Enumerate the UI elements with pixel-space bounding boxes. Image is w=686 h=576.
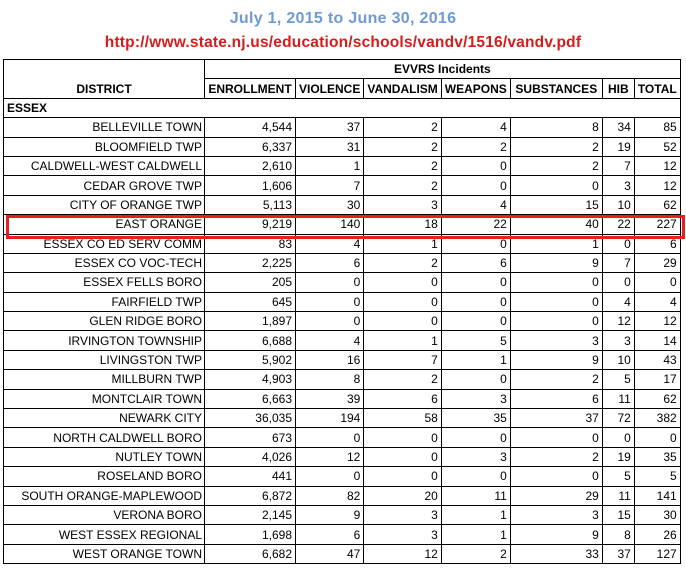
table-row bbox=[4, 331, 681, 350]
weapons-cell: 5 bbox=[441, 331, 510, 350]
district-cell: MONTCLAIR TOWN bbox=[4, 389, 205, 408]
hib-cell: 0 bbox=[602, 234, 634, 253]
hib-cell: 10 bbox=[602, 350, 634, 369]
column-header-hib: HIB bbox=[602, 79, 634, 98]
total-cell: 382 bbox=[634, 409, 680, 428]
district-cell: EAST ORANGE bbox=[4, 215, 205, 234]
weapons-cell: 0 bbox=[441, 273, 510, 292]
substances-cell: 0 bbox=[510, 467, 602, 486]
violence-cell: 8 bbox=[296, 370, 364, 389]
weapons-cell: 4 bbox=[441, 195, 510, 214]
enrollment-cell: 4,026 bbox=[205, 447, 296, 466]
group-header-evvrs: EVVRS Incidents bbox=[205, 60, 681, 79]
enrollment-cell: 6,663 bbox=[205, 389, 296, 408]
weapons-cell: 11 bbox=[441, 486, 510, 505]
district-cell: WEST ORANGE TOWN bbox=[4, 544, 205, 563]
weapons-cell: 0 bbox=[441, 370, 510, 389]
violence-cell: 31 bbox=[296, 137, 364, 156]
table-row bbox=[4, 273, 681, 292]
source-url: http://www.state.nj.us/education/schools/vandv/1516/vandv.pdf bbox=[104, 34, 582, 51]
district-cell: CALDWELL-WEST CALDWELL bbox=[4, 156, 205, 175]
substances-cell: 2 bbox=[510, 137, 602, 156]
column-header-enrollment: ENROLLMENT bbox=[205, 79, 296, 98]
hib-cell: 5 bbox=[602, 370, 634, 389]
hib-cell: 19 bbox=[602, 137, 634, 156]
enrollment-cell: 2,145 bbox=[205, 505, 296, 524]
substances-cell: 1 bbox=[510, 234, 602, 253]
district-cell: LIVINGSTON TWP bbox=[4, 350, 205, 369]
vandalism-cell: 18 bbox=[364, 215, 441, 234]
violence-cell: 82 bbox=[296, 486, 364, 505]
table-row bbox=[4, 428, 681, 447]
violence-cell: 30 bbox=[296, 195, 364, 214]
table-row bbox=[4, 195, 681, 214]
enrollment-cell: 2,610 bbox=[205, 156, 296, 175]
substances-cell: 15 bbox=[510, 195, 602, 214]
enrollment-cell: 4,903 bbox=[205, 370, 296, 389]
district-cell: CITY OF ORANGE TWP bbox=[4, 195, 205, 214]
weapons-cell: 0 bbox=[441, 234, 510, 253]
total-cell: 29 bbox=[634, 253, 680, 272]
district-cell: MILLBURN TWP bbox=[4, 370, 205, 389]
district-cell: WEST ESSEX REGIONAL bbox=[4, 525, 205, 544]
hib-cell: 5 bbox=[602, 467, 634, 486]
vandalism-cell: 2 bbox=[364, 253, 441, 272]
substances-cell: 2 bbox=[510, 370, 602, 389]
violence-cell: 7 bbox=[296, 176, 364, 195]
vandalism-cell: 0 bbox=[364, 273, 441, 292]
enrollment-cell: 9,219 bbox=[205, 215, 296, 234]
column-header-substances: SUBSTANCES bbox=[510, 79, 602, 98]
hib-cell: 15 bbox=[602, 505, 634, 524]
substances-cell: 8 bbox=[510, 118, 602, 137]
enrollment-cell: 1,698 bbox=[205, 525, 296, 544]
substances-cell: 37 bbox=[510, 409, 602, 428]
table-row bbox=[4, 234, 681, 253]
enrollment-cell: 83 bbox=[205, 234, 296, 253]
weapons-cell: 0 bbox=[441, 292, 510, 311]
column-header-weapons: WEAPONS bbox=[441, 79, 510, 98]
district-cell: ESSEX CO VOC-TECH bbox=[4, 253, 205, 272]
vandalism-cell: 12 bbox=[364, 544, 441, 563]
vandalism-cell: 0 bbox=[364, 428, 441, 447]
total-cell: 227 bbox=[634, 215, 680, 234]
vandalism-cell: 7 bbox=[364, 350, 441, 369]
substances-cell: 33 bbox=[510, 544, 602, 563]
weapons-cell: 2 bbox=[441, 137, 510, 156]
enrollment-cell: 645 bbox=[205, 292, 296, 311]
enrollment-cell: 6,688 bbox=[205, 331, 296, 350]
violence-cell: 0 bbox=[296, 467, 364, 486]
district-cell: FAIRFIELD TWP bbox=[4, 292, 205, 311]
vandalism-cell: 2 bbox=[364, 370, 441, 389]
substances-cell: 0 bbox=[510, 292, 602, 311]
vandalism-cell: 2 bbox=[364, 176, 441, 195]
table-row bbox=[4, 137, 681, 156]
table-row bbox=[4, 215, 681, 234]
hib-cell: 10 bbox=[602, 195, 634, 214]
substances-cell: 9 bbox=[510, 253, 602, 272]
hib-cell: 37 bbox=[602, 544, 634, 563]
total-cell: 141 bbox=[634, 486, 680, 505]
weapons-cell: 0 bbox=[441, 176, 510, 195]
enrollment-cell: 441 bbox=[205, 467, 296, 486]
column-header-total: TOTAL bbox=[634, 79, 680, 98]
substances-cell: 2 bbox=[510, 156, 602, 175]
weapons-cell: 35 bbox=[441, 409, 510, 428]
district-cell: VERONA BORO bbox=[4, 505, 205, 524]
substances-cell: 0 bbox=[510, 273, 602, 292]
table-row bbox=[4, 409, 681, 428]
district-cell: BELLEVILLE TOWN bbox=[4, 118, 205, 137]
weapons-cell: 0 bbox=[441, 428, 510, 447]
hib-cell: 4 bbox=[602, 292, 634, 311]
table-row bbox=[4, 370, 681, 389]
table-row bbox=[4, 525, 681, 544]
hib-cell: 22 bbox=[602, 215, 634, 234]
enrollment-cell: 205 bbox=[205, 273, 296, 292]
weapons-cell: 1 bbox=[441, 350, 510, 369]
table-row bbox=[4, 505, 681, 524]
vandalism-cell: 1 bbox=[364, 234, 441, 253]
violence-cell: 0 bbox=[296, 273, 364, 292]
substances-cell: 2 bbox=[510, 447, 602, 466]
district-cell: NEWARK CITY bbox=[4, 409, 205, 428]
total-cell: 12 bbox=[634, 156, 680, 175]
total-cell: 43 bbox=[634, 350, 680, 369]
vandalism-cell: 0 bbox=[364, 467, 441, 486]
table-row bbox=[4, 447, 681, 466]
hib-cell: 11 bbox=[602, 486, 634, 505]
total-cell: 26 bbox=[634, 525, 680, 544]
substances-cell: 29 bbox=[510, 486, 602, 505]
table-row bbox=[4, 292, 681, 311]
substances-cell: 9 bbox=[510, 350, 602, 369]
hib-cell: 0 bbox=[602, 273, 634, 292]
weapons-cell: 3 bbox=[441, 447, 510, 466]
weapons-cell: 4 bbox=[441, 118, 510, 137]
total-cell: 52 bbox=[634, 137, 680, 156]
hib-cell: 12 bbox=[602, 312, 634, 331]
violence-cell: 4 bbox=[296, 234, 364, 253]
substances-cell: 3 bbox=[510, 331, 602, 350]
table-row bbox=[4, 350, 681, 369]
hib-cell: 7 bbox=[602, 253, 634, 272]
substances-cell: 40 bbox=[510, 215, 602, 234]
total-cell: 62 bbox=[634, 195, 680, 214]
enrollment-cell: 1,897 bbox=[205, 312, 296, 331]
violence-cell: 39 bbox=[296, 389, 364, 408]
violence-cell: 47 bbox=[296, 544, 364, 563]
substances-cell: 0 bbox=[510, 176, 602, 195]
weapons-cell: 1 bbox=[441, 525, 510, 544]
enrollment-cell: 5,902 bbox=[205, 350, 296, 369]
hib-cell: 72 bbox=[602, 409, 634, 428]
vandalism-cell: 3 bbox=[364, 195, 441, 214]
hib-cell: 11 bbox=[602, 389, 634, 408]
hib-cell: 19 bbox=[602, 447, 634, 466]
district-cell: NORTH CALDWELL BORO bbox=[4, 428, 205, 447]
enrollment-cell: 36,035 bbox=[205, 409, 296, 428]
total-cell: 30 bbox=[634, 505, 680, 524]
hib-cell: 7 bbox=[602, 156, 634, 175]
table-row bbox=[4, 176, 681, 195]
total-cell: 12 bbox=[634, 176, 680, 195]
weapons-cell: 3 bbox=[441, 389, 510, 408]
district-cell: SOUTH ORANGE-MAPLEWOOD bbox=[4, 486, 205, 505]
hib-cell: 8 bbox=[602, 525, 634, 544]
substances-cell: 9 bbox=[510, 525, 602, 544]
district-cell: IRVINGTON TOWNSHIP bbox=[4, 331, 205, 350]
violence-cell: 37 bbox=[296, 118, 364, 137]
weapons-cell: 1 bbox=[441, 505, 510, 524]
evvrs-incidents-table bbox=[3, 59, 681, 564]
total-cell: 17 bbox=[634, 370, 680, 389]
table-row bbox=[4, 253, 681, 272]
hib-cell: 3 bbox=[602, 176, 634, 195]
weapons-cell: 0 bbox=[441, 467, 510, 486]
section-row bbox=[4, 98, 681, 117]
vandalism-cell: 2 bbox=[364, 137, 441, 156]
total-cell: 35 bbox=[634, 447, 680, 466]
weapons-cell: 0 bbox=[441, 312, 510, 331]
district-cell: ESSEX FELLS BORO bbox=[4, 273, 205, 292]
table-row bbox=[4, 544, 681, 563]
enrollment-cell: 6,872 bbox=[205, 486, 296, 505]
enrollment-cell: 2,225 bbox=[205, 253, 296, 272]
vandalism-cell: 6 bbox=[364, 389, 441, 408]
table-row bbox=[4, 389, 681, 408]
total-cell: 12 bbox=[634, 312, 680, 331]
table-row bbox=[4, 486, 681, 505]
enrollment-cell: 1,606 bbox=[205, 176, 296, 195]
substances-cell: 6 bbox=[510, 389, 602, 408]
district-cell: CEDAR GROVE TWP bbox=[4, 176, 205, 195]
total-cell: 0 bbox=[634, 273, 680, 292]
enrollment-cell: 5,113 bbox=[205, 195, 296, 214]
table-row bbox=[4, 118, 681, 137]
table-row bbox=[4, 156, 681, 175]
table-body bbox=[4, 98, 681, 563]
total-cell: 62 bbox=[634, 389, 680, 408]
table-row bbox=[4, 312, 681, 331]
total-cell: 85 bbox=[634, 118, 680, 137]
violence-cell: 1 bbox=[296, 156, 364, 175]
vandalism-cell: 0 bbox=[364, 312, 441, 331]
vandalism-cell: 3 bbox=[364, 525, 441, 544]
violence-cell: 140 bbox=[296, 215, 364, 234]
column-header-district: DISTRICT bbox=[4, 60, 205, 99]
violence-cell: 4 bbox=[296, 331, 364, 350]
total-cell: 127 bbox=[634, 544, 680, 563]
header-row-group bbox=[4, 60, 681, 79]
enrollment-cell: 4,544 bbox=[205, 118, 296, 137]
hib-cell: 0 bbox=[602, 428, 634, 447]
substances-cell: 3 bbox=[510, 505, 602, 524]
weapons-cell: 0 bbox=[441, 156, 510, 175]
violence-cell: 9 bbox=[296, 505, 364, 524]
district-cell: BLOOMFIELD TWP bbox=[4, 137, 205, 156]
total-cell: 5 bbox=[634, 467, 680, 486]
enrollment-cell: 673 bbox=[205, 428, 296, 447]
enrollment-cell: 6,337 bbox=[205, 137, 296, 156]
violence-cell: 0 bbox=[296, 428, 364, 447]
violence-cell: 6 bbox=[296, 253, 364, 272]
table-row bbox=[4, 467, 681, 486]
vandalism-cell: 2 bbox=[364, 118, 441, 137]
vandalism-cell: 0 bbox=[364, 447, 441, 466]
column-header-vandalism: VANDALISM bbox=[364, 79, 441, 98]
district-cell: NUTLEY TOWN bbox=[4, 447, 205, 466]
hib-cell: 3 bbox=[602, 331, 634, 350]
weapons-cell: 22 bbox=[441, 215, 510, 234]
district-cell: ROSELAND BORO bbox=[4, 467, 205, 486]
weapons-cell: 2 bbox=[441, 544, 510, 563]
vandalism-cell: 1 bbox=[364, 331, 441, 350]
date-range-title: July 1, 2015 to June 30, 2016 bbox=[229, 10, 457, 27]
violence-cell: 12 bbox=[296, 447, 364, 466]
vandalism-cell: 20 bbox=[364, 486, 441, 505]
vandalism-cell: 2 bbox=[364, 156, 441, 175]
total-cell: 0 bbox=[634, 428, 680, 447]
violence-cell: 194 bbox=[296, 409, 364, 428]
violence-cell: 0 bbox=[296, 312, 364, 331]
violence-cell: 16 bbox=[296, 350, 364, 369]
vandalism-cell: 0 bbox=[364, 292, 441, 311]
total-cell: 14 bbox=[634, 331, 680, 350]
vandalism-cell: 58 bbox=[364, 409, 441, 428]
district-cell: GLEN RIDGE BORO bbox=[4, 312, 205, 331]
column-header-violence: VIOLENCE bbox=[296, 79, 364, 98]
total-cell: 6 bbox=[634, 234, 680, 253]
section-label-essex: ESSEX bbox=[4, 98, 681, 117]
substances-cell: 0 bbox=[510, 428, 602, 447]
violence-cell: 6 bbox=[296, 525, 364, 544]
vandalism-cell: 3 bbox=[364, 505, 441, 524]
district-cell: ESSEX CO ED SERV COMM bbox=[4, 234, 205, 253]
enrollment-cell: 6,682 bbox=[205, 544, 296, 563]
weapons-cell: 6 bbox=[441, 253, 510, 272]
total-cell: 4 bbox=[634, 292, 680, 311]
substances-cell: 0 bbox=[510, 312, 602, 331]
violence-cell: 0 bbox=[296, 292, 364, 311]
hib-cell: 34 bbox=[602, 118, 634, 137]
